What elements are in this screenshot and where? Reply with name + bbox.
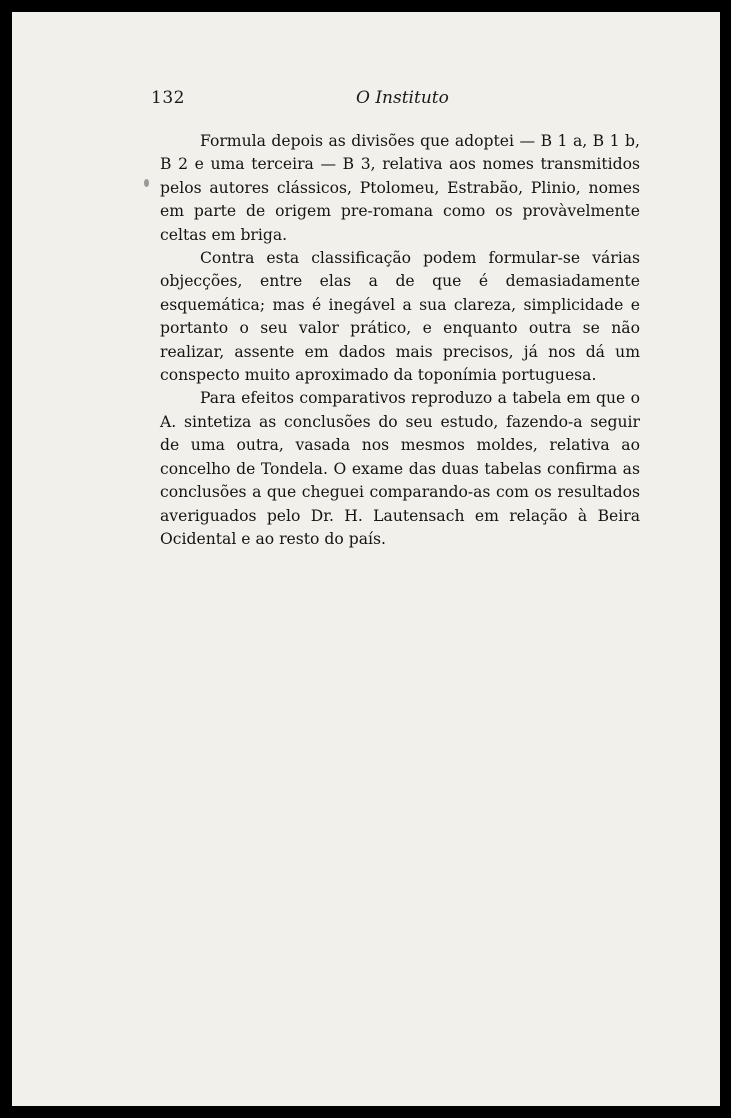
paragraph-3: Para efeitos comparativos reproduzo a tabela em que o A. sintetiza as conclusões do seu estudo, fazendo-a seguir de uma outra, vasada nos mesmos moldes, relativa ao concelho de Tondela. O exame das duas tabelas confirma as conclusões a que cheguei comparando-as com os resultados averiguados pelo Dr. H. Lautensach em relação à Beira Ocidental e ao resto do país. bbox=[160, 389, 640, 548]
book-page bbox=[12, 12, 720, 1106]
paragraph-1: Formula depois as divisões que adoptei — B 1 a, B 1 b, B 2 e uma terceira — B 3, relativa aos nomes transmitidos pelos autores clássicos, Ptolomeu, Estrabão, Plinio, nomes em parte de origem pre-romana como os provàvelmente celtas em briga. bbox=[160, 132, 640, 244]
ink-smudge bbox=[144, 179, 149, 187]
paragraph-2: Contra esta classificação podem formular-se várias objecções, entre elas a de que é demasiadamente esquemática; mas é inegável a sua clareza, simplicidade e portanto o seu valor prático, e enquanto outra se não realizar, assente em dados mais precisos, já nos dá um conspecto muito aproximado da toponímia portuguesa. bbox=[160, 249, 640, 385]
running-title: O Instituto bbox=[356, 88, 449, 108]
page-number: 132 bbox=[151, 88, 185, 108]
body-text bbox=[160, 130, 640, 551]
page-header bbox=[12, 88, 720, 114]
